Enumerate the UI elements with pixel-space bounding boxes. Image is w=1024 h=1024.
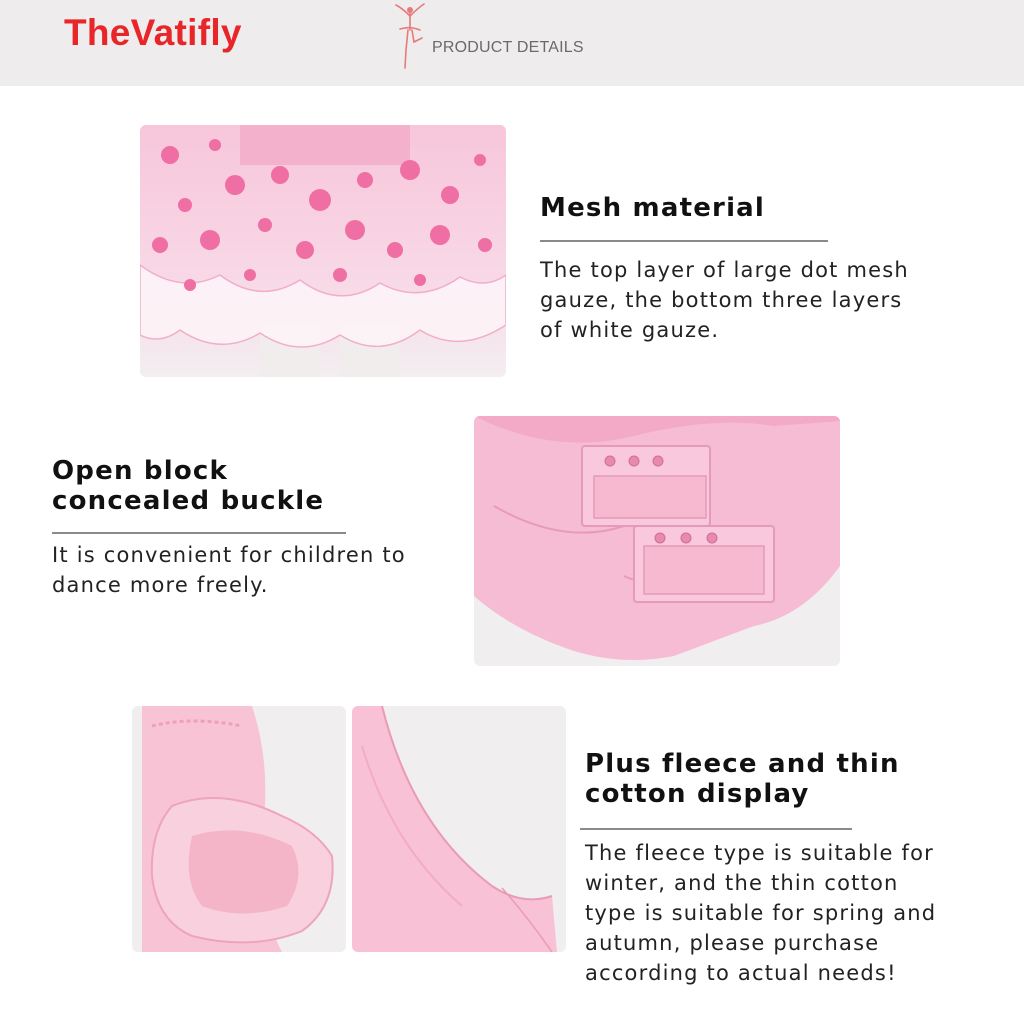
feature-description-buckle: It is convenient for children to dance more freely. — [52, 543, 406, 597]
feature-description-mesh: The top layer of large dot mesh gauze, the bottom three layers of white gauze. — [540, 258, 909, 342]
tutu-mesh-photo — [140, 125, 506, 377]
feature-divider-mesh — [540, 240, 828, 242]
header-bar — [0, 0, 1024, 86]
fleece-lining-photo — [132, 706, 346, 952]
brand-logo-text: TheVatifly — [64, 12, 242, 53]
feature-title-mesh: Mesh material — [540, 193, 766, 223]
ballerina-icon — [392, 2, 428, 72]
feature-title-fleece: Plus fleece and thin cotton display — [585, 749, 900, 809]
thin-cotton-photo — [352, 706, 566, 952]
feature-title-buckle: Open block concealed buckle — [52, 456, 325, 516]
feature-divider-fleece — [580, 828, 852, 830]
section-label: PRODUCT DETAILS — [432, 39, 584, 56]
leotard-buckle-photo — [474, 416, 840, 666]
feature-description-fleece: The fleece type is suitable for winter, and the thin cotton type is suitable for spring and autumn, please purchase according to actual needs! — [585, 841, 937, 985]
feature-divider-buckle — [52, 532, 346, 534]
